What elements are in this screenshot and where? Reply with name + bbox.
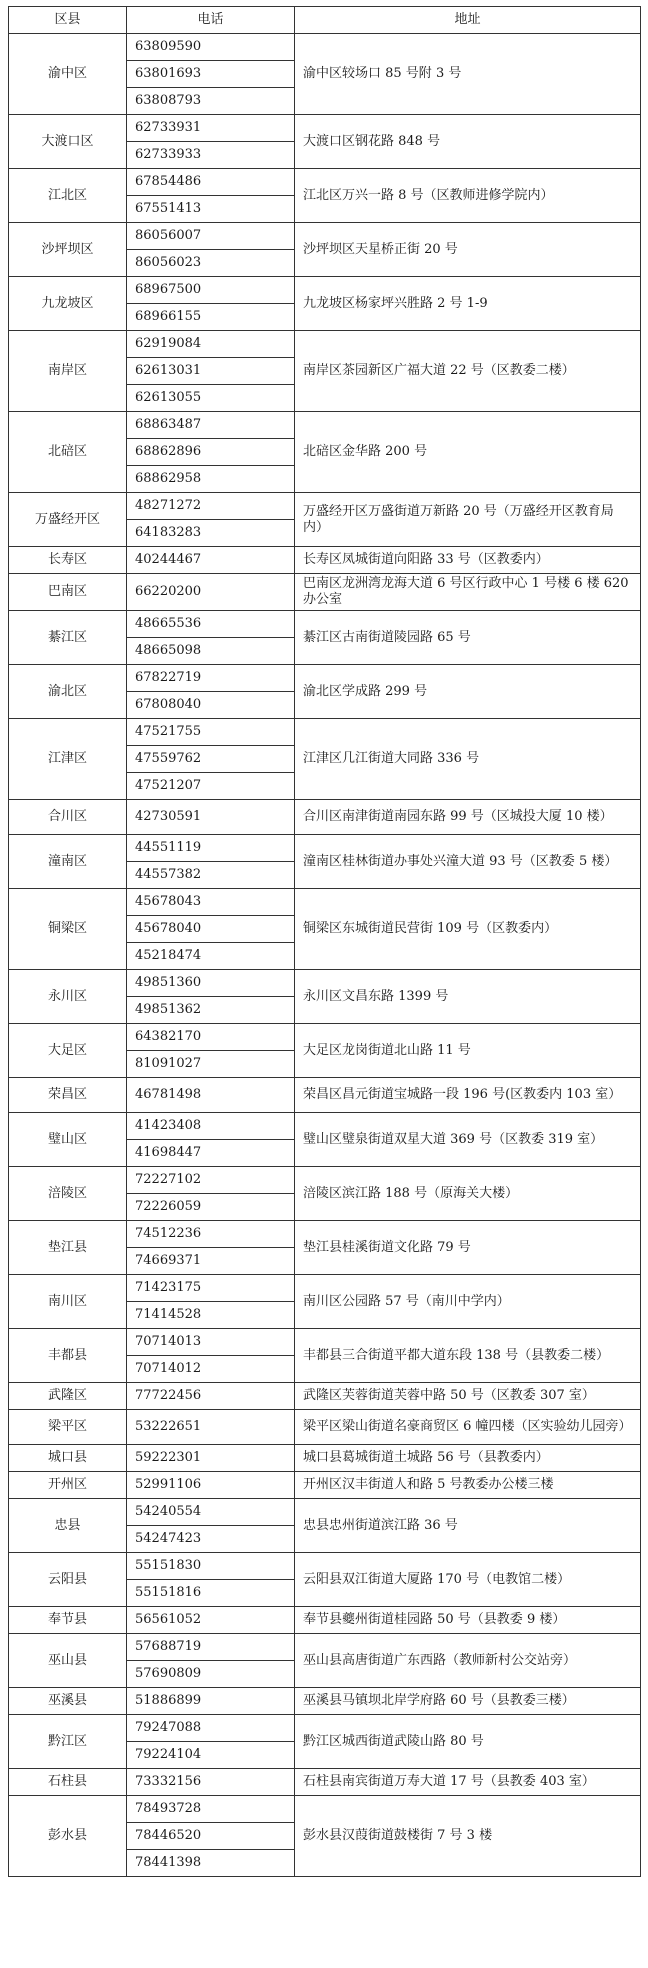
phone-cell: 54240554 <box>127 1499 295 1526</box>
address-cell: 永川区文昌东路 1399 号 <box>295 970 641 1024</box>
phone-cell: 68862896 <box>127 439 295 466</box>
address-cell: 城口县葛城街道土城路 56 号（县教委内） <box>295 1445 641 1472</box>
header-address: 地址 <box>295 7 641 34</box>
phone-cell: 66220200 <box>127 574 295 611</box>
phone-cell: 53222651 <box>127 1410 295 1445</box>
table-row <box>9 277 641 304</box>
district-cell: 大渡口区 <box>9 115 127 169</box>
district-cell: 长寿区 <box>9 547 127 574</box>
phone-cell: 59222301 <box>127 1445 295 1472</box>
table-row <box>9 611 641 638</box>
phone-cell: 72227102 <box>127 1167 295 1194</box>
phone-cell: 62733931 <box>127 115 295 142</box>
phone-cell: 73332156 <box>127 1769 295 1796</box>
phone-cell: 54247423 <box>127 1526 295 1553</box>
phone-cell: 68862958 <box>127 466 295 493</box>
district-cell: 忠县 <box>9 1499 127 1553</box>
address-cell: 巫溪县马镇坝北岸学府路 60 号（县教委三楼） <box>295 1688 641 1715</box>
table-row <box>9 1383 641 1410</box>
address-cell: 南川区公园路 57 号（南川中学内） <box>295 1275 641 1329</box>
address-cell: 北碚区金华路 200 号 <box>295 412 641 493</box>
district-cell: 梁平区 <box>9 1410 127 1445</box>
address-cell: 丰都县三合街道平都大道东段 138 号（县教委二楼） <box>295 1329 641 1383</box>
address-cell: 彭水县汉葭街道鼓楼街 7 号 3 楼 <box>295 1796 641 1877</box>
phone-cell: 74512236 <box>127 1221 295 1248</box>
district-cell: 荣昌区 <box>9 1078 127 1113</box>
header-district: 区县 <box>9 7 127 34</box>
address-cell: 万盛经开区万盛街道万新路 20 号（万盛经开区教育局内） <box>295 493 641 547</box>
address-cell: 合川区南津街道南园东路 99 号（区城投大厦 10 楼） <box>295 800 641 835</box>
district-cell: 綦江区 <box>9 611 127 665</box>
phone-cell: 74669371 <box>127 1248 295 1275</box>
contact-table <box>8 6 641 1877</box>
district-cell: 万盛经开区 <box>9 493 127 547</box>
phone-cell: 68967500 <box>127 277 295 304</box>
phone-cell: 47521207 <box>127 773 295 800</box>
district-cell: 铜梁区 <box>9 889 127 970</box>
district-cell: 涪陵区 <box>9 1167 127 1221</box>
table-row <box>9 1329 641 1356</box>
address-cell: 忠县忠州街道滨江路 36 号 <box>295 1499 641 1553</box>
phone-cell: 79247088 <box>127 1715 295 1742</box>
district-cell: 巴南区 <box>9 574 127 611</box>
table-row <box>9 665 641 692</box>
phone-cell: 64183283 <box>127 520 295 547</box>
district-cell: 合川区 <box>9 800 127 835</box>
phone-cell: 49851360 <box>127 970 295 997</box>
table-row <box>9 1472 641 1499</box>
phone-cell: 81091027 <box>127 1051 295 1078</box>
address-cell: 巫山县高唐街道广东西路（教师新村公交站旁） <box>295 1634 641 1688</box>
district-cell: 潼南区 <box>9 835 127 889</box>
table-row <box>9 1499 641 1526</box>
table-row <box>9 1715 641 1742</box>
address-cell: 奉节县夔州街道桂园路 50 号（县教委 9 楼） <box>295 1607 641 1634</box>
phone-cell: 86056023 <box>127 250 295 277</box>
phone-cell: 47521755 <box>127 719 295 746</box>
table-row <box>9 34 641 61</box>
table-row <box>9 223 641 250</box>
phone-cell: 78493728 <box>127 1796 295 1823</box>
table-row <box>9 1410 641 1445</box>
table-header-row <box>9 7 641 34</box>
phone-cell: 62613055 <box>127 385 295 412</box>
district-cell: 丰都县 <box>9 1329 127 1383</box>
table-row <box>9 889 641 916</box>
phone-cell: 67551413 <box>127 196 295 223</box>
phone-cell: 45218474 <box>127 943 295 970</box>
phone-cell: 68863487 <box>127 412 295 439</box>
table-row <box>9 1113 641 1140</box>
district-cell: 渝北区 <box>9 665 127 719</box>
table-row <box>9 412 641 439</box>
district-cell: 奉节县 <box>9 1607 127 1634</box>
phone-cell: 55151816 <box>127 1580 295 1607</box>
phone-cell: 62733933 <box>127 142 295 169</box>
phone-cell: 70714012 <box>127 1356 295 1383</box>
district-cell: 南川区 <box>9 1275 127 1329</box>
header-phone: 电话 <box>127 7 295 34</box>
table-row <box>9 1634 641 1661</box>
district-cell: 云阳县 <box>9 1553 127 1607</box>
table-row <box>9 331 641 358</box>
address-cell: 渝中区较场口 85 号附 3 号 <box>295 34 641 115</box>
phone-cell: 46781498 <box>127 1078 295 1113</box>
table-row <box>9 115 641 142</box>
address-cell: 黔江区城西街道武陵山路 80 号 <box>295 1715 641 1769</box>
phone-cell: 71423175 <box>127 1275 295 1302</box>
phone-cell: 71414528 <box>127 1302 295 1329</box>
district-cell: 南岸区 <box>9 331 127 412</box>
table-row <box>9 1078 641 1113</box>
district-cell: 巫溪县 <box>9 1688 127 1715</box>
district-cell: 彭水县 <box>9 1796 127 1877</box>
table-row <box>9 719 641 746</box>
district-cell: 大足区 <box>9 1024 127 1078</box>
table-row <box>9 574 641 611</box>
phone-cell: 45678043 <box>127 889 295 916</box>
phone-cell: 57688719 <box>127 1634 295 1661</box>
district-cell: 沙坪坝区 <box>9 223 127 277</box>
table-row <box>9 800 641 835</box>
phone-cell: 48271272 <box>127 493 295 520</box>
address-cell: 渝北区学成路 299 号 <box>295 665 641 719</box>
table-row <box>9 1024 641 1051</box>
phone-cell: 86056007 <box>127 223 295 250</box>
district-cell: 渝中区 <box>9 34 127 115</box>
address-cell: 南岸区茶园新区广福大道 22 号（区教委二楼） <box>295 331 641 412</box>
address-cell: 璧山区璧泉街道双星大道 369 号（区教委 319 室） <box>295 1113 641 1167</box>
address-cell: 潼南区桂林街道办事处兴潼大道 93 号（区教委 5 楼） <box>295 835 641 889</box>
phone-cell: 77722456 <box>127 1383 295 1410</box>
district-cell: 黔江区 <box>9 1715 127 1769</box>
district-cell: 北碚区 <box>9 412 127 493</box>
phone-cell: 79224104 <box>127 1742 295 1769</box>
address-cell: 梁平区梁山街道名豪商贸区 6 幢四楼（区实验幼儿园旁） <box>295 1410 641 1445</box>
phone-cell: 67808040 <box>127 692 295 719</box>
phone-cell: 78446520 <box>127 1823 295 1850</box>
phone-cell: 62613031 <box>127 358 295 385</box>
address-cell: 巴南区龙洲湾龙海大道 6 号区行政中心 1 号楼 6 楼 620 办公室 <box>295 574 641 611</box>
phone-cell: 67822719 <box>127 665 295 692</box>
table-row <box>9 169 641 196</box>
phone-cell: 51886899 <box>127 1688 295 1715</box>
phone-cell: 78441398 <box>127 1850 295 1877</box>
phone-cell: 72226059 <box>127 1194 295 1221</box>
address-cell: 开州区汉丰街道人和路 5 号教委办公楼三楼 <box>295 1472 641 1499</box>
district-cell: 九龙坡区 <box>9 277 127 331</box>
phone-cell: 62919084 <box>127 331 295 358</box>
address-cell: 垫江县桂溪街道文化路 79 号 <box>295 1221 641 1275</box>
address-cell: 江津区几江街道大同路 336 号 <box>295 719 641 800</box>
table-row <box>9 1607 641 1634</box>
phone-cell: 55151830 <box>127 1553 295 1580</box>
phone-cell: 44551119 <box>127 835 295 862</box>
table-row <box>9 1445 641 1472</box>
table-row <box>9 1167 641 1194</box>
table-row <box>9 1553 641 1580</box>
address-cell: 九龙坡区杨家坪兴胜路 2 号 1-9 <box>295 277 641 331</box>
address-cell: 沙坪坝区天星桥正街 20 号 <box>295 223 641 277</box>
phone-cell: 63809590 <box>127 34 295 61</box>
table-row <box>9 547 641 574</box>
phone-cell: 52991106 <box>127 1472 295 1499</box>
phone-cell: 64382170 <box>127 1024 295 1051</box>
address-cell: 大足区龙岗街道北山路 11 号 <box>295 1024 641 1078</box>
table-row <box>9 1221 641 1248</box>
address-cell: 荣昌区昌元街道宝城路一段 196 号(区教委内 103 室） <box>295 1078 641 1113</box>
address-cell: 云阳县双江街道大厦路 170 号（电教馆二楼） <box>295 1553 641 1607</box>
phone-cell: 41423408 <box>127 1113 295 1140</box>
address-cell: 石柱县南宾街道万寿大道 17 号（县教委 403 室） <box>295 1769 641 1796</box>
district-cell: 巫山县 <box>9 1634 127 1688</box>
table-row <box>9 970 641 997</box>
district-cell: 垫江县 <box>9 1221 127 1275</box>
phone-cell: 40244467 <box>127 547 295 574</box>
phone-cell: 49851362 <box>127 997 295 1024</box>
table-row <box>9 493 641 520</box>
district-cell: 江津区 <box>9 719 127 800</box>
table-row <box>9 1275 641 1302</box>
address-cell: 綦江区古南街道陵园路 65 号 <box>295 611 641 665</box>
district-cell: 石柱县 <box>9 1769 127 1796</box>
table-row <box>9 835 641 862</box>
address-cell: 长寿区凤城街道向阳路 33 号（区教委内） <box>295 547 641 574</box>
district-cell: 城口县 <box>9 1445 127 1472</box>
phone-cell: 45678040 <box>127 916 295 943</box>
district-cell: 永川区 <box>9 970 127 1024</box>
table-row <box>9 1769 641 1796</box>
address-cell: 武隆区芙蓉街道芙蓉中路 50 号（区教委 307 室） <box>295 1383 641 1410</box>
phone-cell: 68966155 <box>127 304 295 331</box>
phone-cell: 48665098 <box>127 638 295 665</box>
address-cell: 涪陵区滨江路 188 号（原海关大楼） <box>295 1167 641 1221</box>
address-cell: 江北区万兴一路 8 号（区教师进修学院内） <box>295 169 641 223</box>
district-cell: 璧山区 <box>9 1113 127 1167</box>
address-cell: 大渡口区钢花路 848 号 <box>295 115 641 169</box>
table-body <box>9 34 641 1877</box>
phone-cell: 63801693 <box>127 61 295 88</box>
phone-cell: 63808793 <box>127 88 295 115</box>
district-cell: 江北区 <box>9 169 127 223</box>
phone-cell: 70714013 <box>127 1329 295 1356</box>
district-cell: 武隆区 <box>9 1383 127 1410</box>
phone-cell: 47559762 <box>127 746 295 773</box>
phone-cell: 57690809 <box>127 1661 295 1688</box>
table-row <box>9 1688 641 1715</box>
phone-cell: 41698447 <box>127 1140 295 1167</box>
phone-cell: 67854486 <box>127 169 295 196</box>
phone-cell: 48665536 <box>127 611 295 638</box>
phone-cell: 56561052 <box>127 1607 295 1634</box>
district-cell: 开州区 <box>9 1472 127 1499</box>
phone-cell: 44557382 <box>127 862 295 889</box>
table-row <box>9 1796 641 1823</box>
address-cell: 铜梁区东城街道民营街 109 号（区教委内） <box>295 889 641 970</box>
phone-cell: 42730591 <box>127 800 295 835</box>
